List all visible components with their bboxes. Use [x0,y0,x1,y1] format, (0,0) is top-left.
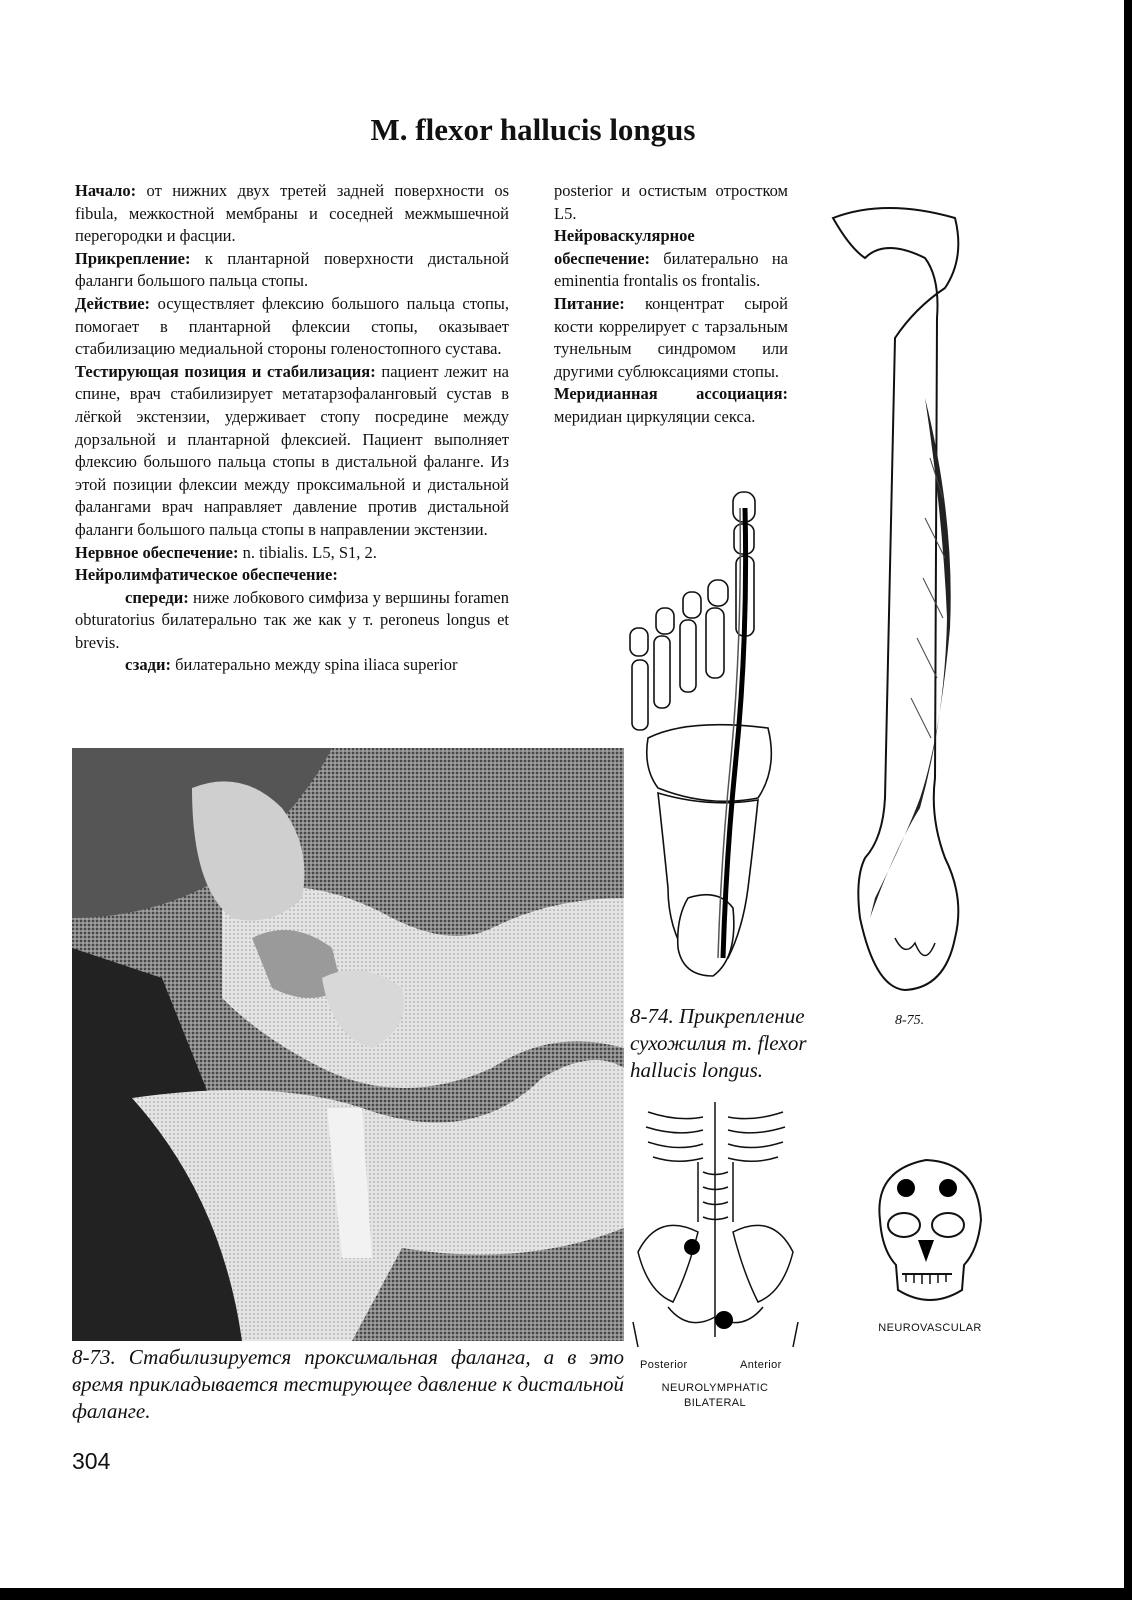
continuation-paragraph: posterior и остистым отростком L5. [554,181,788,223]
front-text: ниже лобкового симфиза у вершины foramen obturatorius билатерально так же как у т. peroneus longus et brevis. [75,587,509,652]
text-column-left [75,180,509,677]
label-bilateral: BILATERAL [683,1397,747,1409]
test-label: Тестирующая позиция и стабилизация: [75,361,376,381]
figure-neurolymphatic-spine [628,1102,803,1360]
nutrition-label: Питание: [554,293,625,313]
label-neurovascular: NEUROVASCULAR [878,1322,982,1334]
lymph-heading [75,564,509,587]
label-neurolymphatic: NEUROLYMPHATIC [661,1382,769,1394]
nutrition-paragraph [554,293,788,383]
nerve-text: n. tibialis. L5, S1, 2. [238,542,377,562]
action-paragraph [75,293,509,361]
scan-edge-bottom [0,1588,1132,1600]
meridian-text: меридиан циркуляции секса. [554,406,756,426]
neurovascular-paragraph [554,225,788,293]
action-text: осуществляет флексию большого пальца стопы, помогает в плантарной флексии стопы, оказывает стабилизацию медиальной стороны голеностопного сустава. [75,293,509,359]
page-title: M. flexor hallucis longus [370,112,696,147]
lymph-label: Нейролимфатическое обеспечение: [75,565,338,585]
origin-text: от нижних двух третей задней поверхности os fibula, межкостной мембраны и соседней межмышечной перегородки и фасции. [75,181,509,246]
figure-8-73-photo [72,748,624,1341]
nerve-label: Нервное обеспечение: [75,542,239,562]
insertion-label: Прикрепление: [75,248,191,268]
page-number: 304 [72,1448,111,1474]
neurovascular-label: Нейроваскулярное обеспечение: [554,226,695,268]
caption-figure-8-75: 8-75. [895,1013,925,1028]
label-anterior: Anterior [740,1359,782,1371]
figure-neurovascular-skull [866,1150,994,1310]
scan-edge-right [1124,0,1132,1600]
front-label: спереди: [125,587,189,607]
back-text: билатерально между spina iliaca superior [170,655,458,675]
caption-figure-8-74: 8-74. Прикрепление сухожилия т. flexor hallucis longus. [630,1004,807,1082]
meridian-label: Меридианная ассоциация: [554,384,788,404]
figure-8-74-foot-tendon [628,488,793,993]
meridian-paragraph [554,383,788,428]
insertion-text: к плантарной поверхности дистальной фаланги большого пальца стопы. [75,248,509,291]
nerve-paragraph [75,542,509,565]
nutrition-text: концентрат сырой кости коррелирует с тарзальным тунельным синдромом или другими сублюксациями стопы. [554,293,788,381]
text-column-middle [554,180,788,429]
back-label: сзади: [125,655,171,675]
test-text: пациент лежит на спине, врач стабилизирует метатарзофаланговый сустав в лёгкой экстензии, удерживает стопу посредине между дорзальной и плантарной флексией. Пациент выполняет флексию большого пальца стопы в дистальной фаланге. Из этой позиции флексии между проксимальной и дистальной фалангами врач направляет давление против дистальной фаланги большого пальца стопы в направлении экстензии. [75,361,509,539]
front-paragraph [75,587,509,655]
back-paragraph [75,654,509,677]
figure-8-75-leg-muscle [825,198,975,998]
origin-paragraph [75,180,509,248]
neurovascular-text: билатерально на eminentia frontalis os frontalis. [554,248,788,291]
label-posterior: Posterior [640,1359,688,1371]
action-label: Действие: [75,293,151,313]
insertion-paragraph [75,248,509,293]
caption-figure-8-73: 8-73. Стабилизируется проксимальная фаланга, а в это время прикладывается тестирующее давление к дистальной фаланге. [72,1345,624,1423]
origin-label: Начало: [75,181,137,200]
test-paragraph [75,361,509,542]
